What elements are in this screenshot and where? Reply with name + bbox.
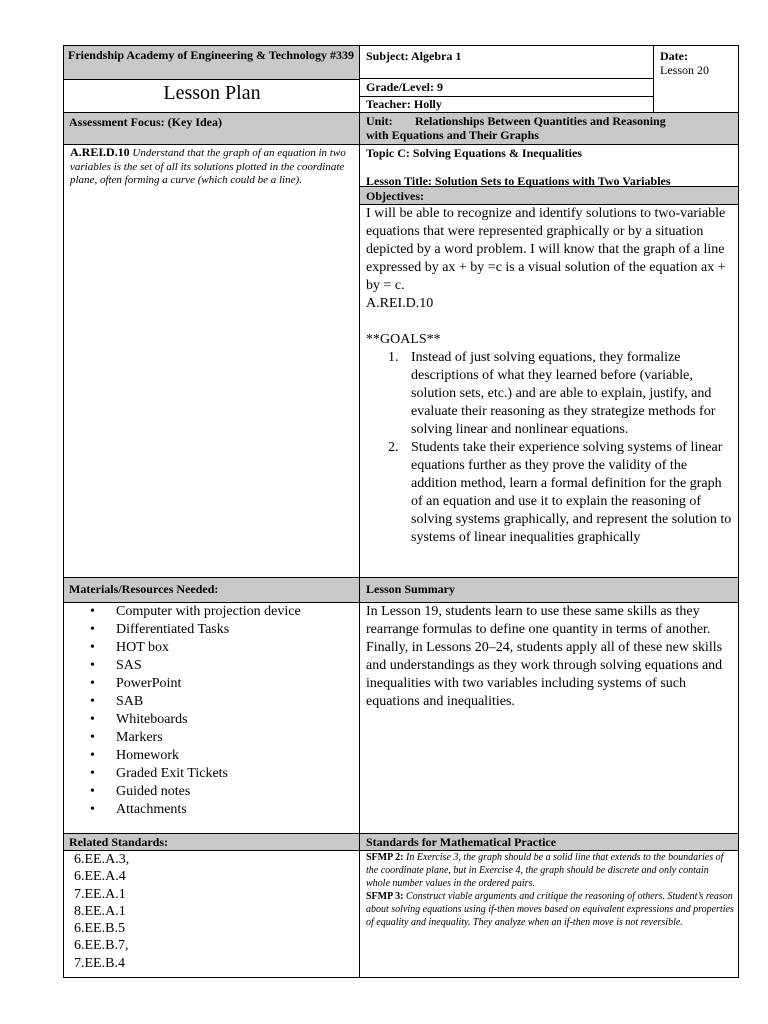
date-label: Date: [660, 49, 688, 63]
goal-item [366, 349, 734, 439]
goal-number: 2. [388, 440, 399, 455]
subject-label: Subject: Algebra 1 [366, 49, 462, 63]
standard-text: Understand that the graph of an equation in two variables is the set of all its solutions plotted in the coordinate plane, often forming a curve (which could be a line). [70, 147, 346, 186]
unit-title: Relationships Between Quantities and Reasoning with Equations and Their Graphs [366, 114, 666, 142]
school-name: Friendship Academy of Engineering & Technology #339 [67, 48, 355, 62]
objectives-text: I will be able to recognize and identify solutions to two-variable equations that were represented graphically or by a situation depicted by a word problem. I will know that the graph of a line expressed by ax + by =c is a visual solution of the equation ax + by = c. [366, 206, 726, 293]
list-item: • Differentiated Tasks [64, 621, 358, 639]
sfmp3-extra: Student’s reason about solving equations using if-then moves based on equivalent expressions and properties of equality and inequality. They analyze when an if-then move is not reversible. [366, 891, 734, 928]
unit-label: Unit: [366, 114, 393, 128]
list-item: • SAB [64, 693, 358, 711]
list-item: • Homework [64, 747, 358, 765]
objectives-code: A.REI.D.10 [366, 296, 434, 311]
sfmp3-label: SFMP 3: [366, 891, 404, 902]
list-item: • Markers [64, 729, 358, 747]
list-item: • PowerPoint [64, 675, 358, 693]
list-item: • Computer with projection device [64, 603, 358, 621]
sfmp2-text: In Exercise 3, the graph should be a solid line that extends to the boundaries of the coordinate plane, but in Exercise 4, the graph should be discrete and only contain whole number values in the ordered pairs. [366, 852, 724, 889]
related-standards-heading: Related Standards: [69, 835, 169, 849]
list-item: 7.EE.A.1 [74, 886, 126, 902]
list-item: • SAS [64, 657, 358, 675]
assessment-heading: Assessment Focus: (Key Idea) [69, 115, 222, 129]
materials-list [64, 603, 358, 819]
sfmp3-text: Construct viable arguments and critique the reasoning of others. [406, 891, 665, 902]
assessment-standard [70, 146, 354, 188]
list-item: 8.EE.A.1 [74, 903, 126, 919]
list-item: • Whiteboards [64, 711, 358, 729]
goals-list [366, 349, 734, 547]
unit-text [366, 114, 666, 142]
goals-heading: **GOALS** [366, 332, 441, 347]
grade-level: Grade/Level: 9 [366, 80, 443, 94]
list-item: 6.EE.B.5 [74, 921, 125, 937]
smp-heading: Standards for Mathematical Practice [366, 835, 557, 849]
summary-heading: Lesson Summary [366, 582, 456, 596]
sfmp2-label: SFMP 2: [366, 852, 404, 863]
list-item: • Attachments [64, 801, 358, 819]
list-item: 6.EE.A.4 [74, 869, 126, 885]
list-item: • Guided notes [64, 783, 358, 801]
lesson-title: Lesson Title: Solution Sets to Equations with Two Variables [366, 174, 671, 188]
page-title: Lesson Plan [163, 82, 261, 104]
list-item: • Graded Exit Tickets [64, 765, 358, 783]
objectives-heading: Objectives: [366, 189, 424, 203]
goal-number: 1. [388, 350, 399, 365]
standard-code: A.REI.D.10 [70, 145, 130, 159]
date-value: Lesson 20 [660, 63, 709, 77]
objectives-body [366, 205, 734, 547]
materials-heading: Materials/Resources Needed: [69, 582, 219, 596]
sfmp2 [366, 851, 734, 890]
summary-text: In Lesson 19, students learn to use these same skills as they rearrange formulas to define one quantity in terms of another. Finally, in Lessons 20–24, students apply all of these new skills and understandings as they work through solving equations and inequalities with two variables including systems of such equations and inequalities. [366, 604, 723, 709]
goal-text: Students take their experience solving systems of linear equations further as they prove the validity of the addition method, learn a formal definition for the graph of an equation and use it to explain the reasoning of solving systems graphically, and represent the solution to systems of linear inequalities graphically [411, 440, 732, 545]
teacher-name: Teacher: Holly [366, 97, 442, 111]
smp-text [366, 851, 734, 929]
topic: Topic C: Solving Equations & Inequalities [366, 146, 582, 160]
list-item: • HOT box [64, 639, 358, 657]
goal-text: Instead of just solving equations, they formalize descriptions of what they learned before (variable, solution sets, etc.) and are able to explain, justify, and evaluate their reasoning as they strategize methods for solving linear and nonlinear equations. [411, 350, 716, 437]
goal-item [366, 439, 734, 547]
list-item: 6.EE.B.7, [74, 938, 129, 954]
list-item: 6.EE.A.3, [74, 852, 130, 867]
list-item: 7.EE.B.4 [74, 955, 125, 971]
sfmp3 [366, 890, 734, 929]
related-standards-list [74, 851, 354, 972]
